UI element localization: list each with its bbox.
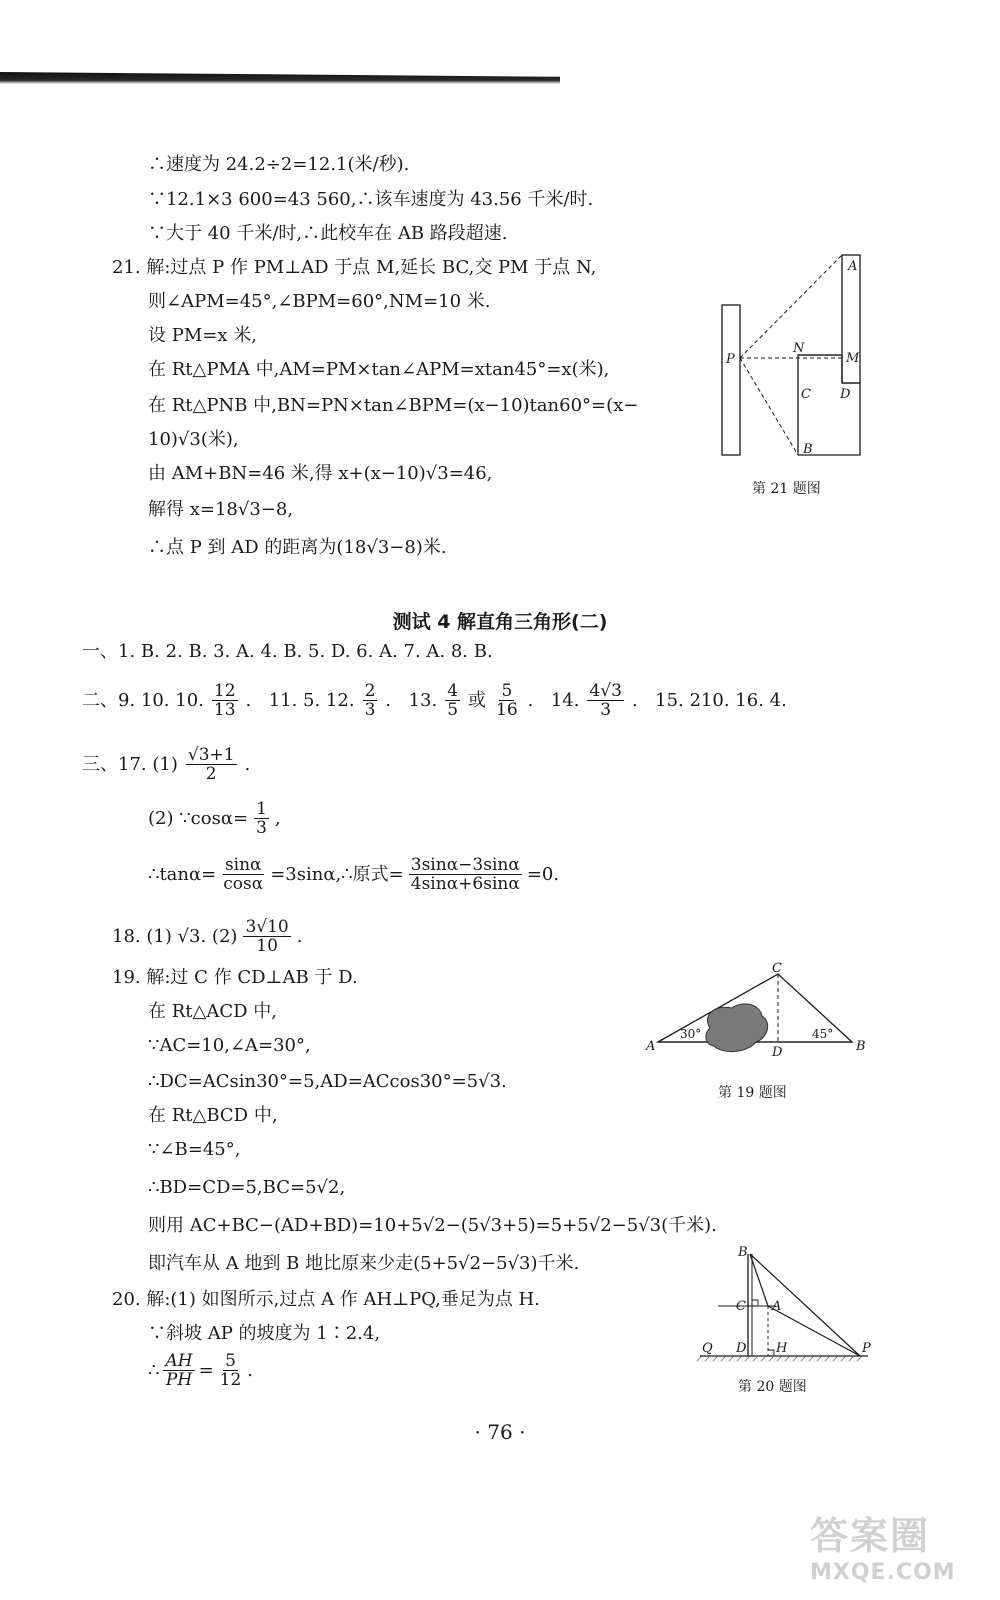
fig21-label-p: P — [726, 352, 735, 367]
fraction: $\frac{1}{3}$ — [256, 799, 267, 838]
fig20-label-p: P — [862, 1341, 871, 1356]
fraction: $\frac{3\sin\alpha-3\sin\alpha}{4\sin\alpha+6\sin\alpha}$ — [410, 855, 520, 894]
fig20-label-d: D — [736, 1341, 747, 1356]
fig21-label-m: M — [846, 351, 860, 366]
q19-line: 在 Rt△ACD 中, — [148, 1001, 277, 1022]
q21-line: 在 Rt△PMA 中,AM=PM×tan∠APM=xtan45°=x(米), — [148, 359, 610, 380]
q17-label: 三、17. (1) — [82, 753, 178, 775]
figure-19 — [640, 962, 880, 1062]
pole-rect — [722, 305, 740, 455]
q17-text: ∴tanα= — [148, 863, 217, 885]
q20-line: 20. 解:(1) 如图所示,过点 A 作 AH⊥PQ,垂足为点 H. — [112, 1289, 540, 1310]
fig19-angle-b: 45° — [812, 1027, 834, 1041]
text-line: ∵大于 40 千米/时,∴此校车在 AB 路段超速. — [148, 223, 508, 244]
watermark-url: MXQE.COM — [810, 1560, 956, 1585]
q19-line: ∴BD=CD=5,BC=5√2, — [148, 1177, 346, 1198]
fraction: $\frac{3√10}{10}$ — [245, 917, 289, 956]
part2-seg: 二、9. 10. 10. — [82, 689, 204, 711]
fraction: $\frac{5}{12}$ — [219, 1351, 242, 1390]
fraction: $\frac{12}{13}$ — [213, 681, 236, 720]
fig20-label-c: C — [736, 1299, 746, 1314]
fraction: $\frac{4√3}{3}$ — [589, 681, 622, 720]
q20-text: ∴ — [148, 1359, 160, 1381]
part1-answers: 一、1. B. 2. B. 3. A. 4. B. 5. D. 6. A. 7. A. 8. B. — [82, 641, 493, 662]
fig19-angle-a: 30° — [680, 1027, 702, 1041]
section-title: 测试 4 解直角三角形(二) — [392, 611, 608, 633]
q17-text: =0. — [526, 863, 560, 885]
fig21-label-a: A — [848, 259, 858, 274]
part2-seg: 15. 210. 16. 4. — [655, 689, 787, 711]
watermark-logo — [810, 1505, 990, 1595]
q17-part3 — [148, 856, 559, 893]
fraction: $\frac{√3+1}{2}$ — [187, 745, 235, 784]
q19-line: ∴DC=ACsin30°=5,AD=ACcos30°=5√3. — [148, 1071, 507, 1092]
q17-text: =3sinα,∴原式= — [270, 863, 404, 885]
text-line: ∴速度为 24.2÷2=12.1(米/秒). — [148, 154, 410, 175]
q21-line: 10)√3(米), — [148, 429, 239, 450]
q19-line: 即汽车从 A 地到 B 地比原来少走(5+5√2−5√3)千米. — [148, 1253, 580, 1274]
q20-slope: ∴ $\frac{AH}{PH}$ = $\frac{5}{12}$ . — [148, 1351, 254, 1390]
q21-line: 由 AM+BN=46 米,得 x+(x−10)√3=46, — [148, 463, 493, 484]
fraction: $\frac{AH}{PH}$ — [165, 1351, 193, 1390]
q21-line: 解得 x=18√3−8, — [148, 499, 294, 520]
fig21-label-c: C — [801, 387, 811, 402]
line-bp — [750, 1254, 860, 1356]
sight-line-b — [740, 358, 798, 455]
part2-seg: 13. — [408, 689, 438, 711]
part2-answers: 二、9. 10. 10. $\frac{12}{13}$ . 11. 5. 12. $\frac{2}{3}$ . 13. $\frac{4}{5}$ 或 $\frac{5}{16}$ . 14. $\frac{4√3}{3}$ . 15. 210. 16. 4. — [82, 681, 787, 720]
fig19-caption: 第 19 题图 — [718, 1085, 787, 1101]
fig21-label-b: B — [803, 442, 813, 457]
fig19-label-a: A — [646, 1039, 656, 1054]
q19-line: ∵AC=10,∠A=30°, — [148, 1035, 311, 1056]
fig21-caption: 第 21 题图 — [752, 481, 821, 497]
q19-line: 19. 解:过 C 作 CD⊥AB 于 D. — [112, 967, 358, 988]
q21-line: ∴点 P 到 AD 的距离为(18√3−8)米. — [148, 537, 447, 558]
q18: 18. (1) √3. (2) $\frac{3√10}{10}$ . — [112, 917, 303, 956]
q19-line: ∵∠B=45°, — [148, 1139, 241, 1160]
fig21-label-d: D — [840, 387, 851, 402]
q21-line: 21. 解:过点 P 作 PM⊥AD 于点 M,延长 BC,交 PM 于点 N, — [112, 257, 597, 278]
fig20-caption: 第 20 题图 — [738, 1379, 807, 1395]
q17-part1: 三、17. (1) $\frac{√3+1}{2}$ . — [82, 745, 251, 784]
fraction: $\frac{2}{3}$ — [364, 681, 376, 720]
lake-shape — [706, 1004, 768, 1052]
q18-text: 18. (1) √3. (2) — [112, 925, 238, 947]
q17-text: (2) ∵cosα= — [148, 807, 249, 829]
top-print-bar — [0, 72, 560, 84]
q20-line: ∵斜坡 AP 的坡度为 1∶2.4, — [148, 1323, 381, 1344]
q21-line: 则∠APM=45°,∠BPM=60°,NM=10 米. — [148, 291, 491, 312]
q17-part2: (2) ∵cosα= $\frac{1}{3}$ , — [148, 799, 281, 838]
figure-20 — [690, 1240, 880, 1370]
fig21-label-n: N — [793, 341, 805, 356]
fraction: $\frac{\sin\alpha}{\cos\alpha}$ — [223, 855, 264, 894]
fig20-label-h: H — [776, 1341, 788, 1356]
fig19-label-c: C — [772, 962, 782, 976]
part2-seg: 14. — [550, 689, 580, 711]
q21-line: 在 Rt△PNB 中,BN=PN×tan∠BPM=(x−10)tan60°=(x− — [148, 395, 639, 416]
fig19-label-d: D — [772, 1045, 783, 1060]
q21-line: 设 PM=x 米, — [148, 325, 257, 346]
q19-line: 在 Rt△BCD 中, — [148, 1105, 278, 1126]
watermark-title: 答案圈 — [810, 1514, 931, 1558]
part2-seg: 11. 5. 12. — [268, 689, 355, 711]
page-number: · 76 · — [474, 1420, 526, 1444]
fig20-label-b: B — [738, 1245, 748, 1260]
fig20-label-q: Q — [702, 1341, 713, 1356]
figure-21 — [700, 250, 880, 465]
lower-building — [798, 355, 860, 455]
fig19-label-b: B — [856, 1039, 866, 1054]
sight-line-a — [740, 255, 842, 358]
fraction: $\frac{5}{16}$ — [496, 681, 518, 720]
fig20-label-a: A — [772, 1299, 782, 1314]
q19-line: 则用 AC+BC−(AD+BD)=10+5√2−(5√3+5)=5+5√2−5√3(千米). — [148, 1215, 717, 1236]
text-line: ∵12.1×3 600=43 560,∴该车速度为 43.56 千米/时. — [148, 189, 594, 210]
part2-seg: 或 — [468, 689, 487, 711]
fraction: $\frac{4}{5}$ — [447, 681, 459, 720]
